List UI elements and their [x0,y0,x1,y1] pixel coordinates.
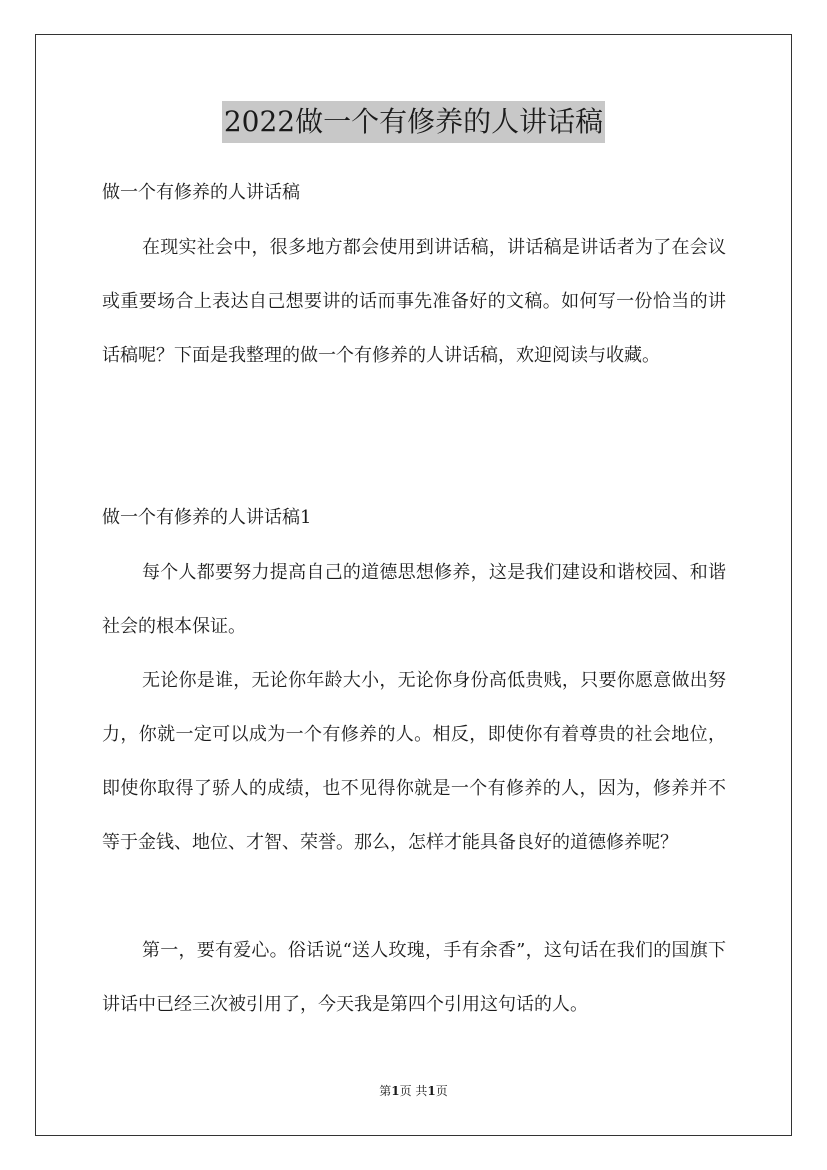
paragraph-3: 第一，要有爱心。俗话说“送人玫瑰，手有余香”，这句话在我们的国旗下讲话中已经三次被引用了，今天我是第四个引用这句话的人。 [102,940,726,1015]
footer-total-suffix: 页 [435,1084,448,1098]
title-container [0,101,827,143]
footer-page-number: 1 [391,1084,400,1098]
footer-page-suffix: 页 共 [399,1084,428,1098]
paragraph-2: 无论你是谁，无论你年龄大小，无论你身份高低贵贱，只要你愿意做出努力，你就一定可以成为一个有修养的人。相反，即使你有着尊贵的社会地位，即使你取得了骄人的成绩，也不见得你就是一个有修养的人，因为，修养并不等于金钱、地位、才智、荣誉。那么，怎样才能具备良好的道德修养呢？ [102,670,726,853]
footer-page-prefix: 第 [379,1084,392,1098]
footer-total-pages: 1 [427,1084,436,1098]
section-heading: 做一个有修养的人讲话稿 [102,182,300,203]
paragraph-1: 每个人都要努力提高自己的道德思想修养，这是我们建设和谐校园、和谐社会的根本保证。 [102,562,726,637]
document-title: 2022做一个有修养的人讲话稿 [222,101,605,143]
intro-paragraph: 在现实社会中，很多地方都会使用到讲话稿，讲话稿是讲话者为了在会议或重要场合上表达自己想要讲的话而事先准备好的文稿。如何写一份恰当的讲话稿呢？下面是我整理的做一个有修养的人讲话稿，欢迎阅读与收藏。 [102,237,726,366]
page-footer [0,1083,827,1099]
section-heading-1: 做一个有修养的人讲话稿1 [102,507,312,528]
